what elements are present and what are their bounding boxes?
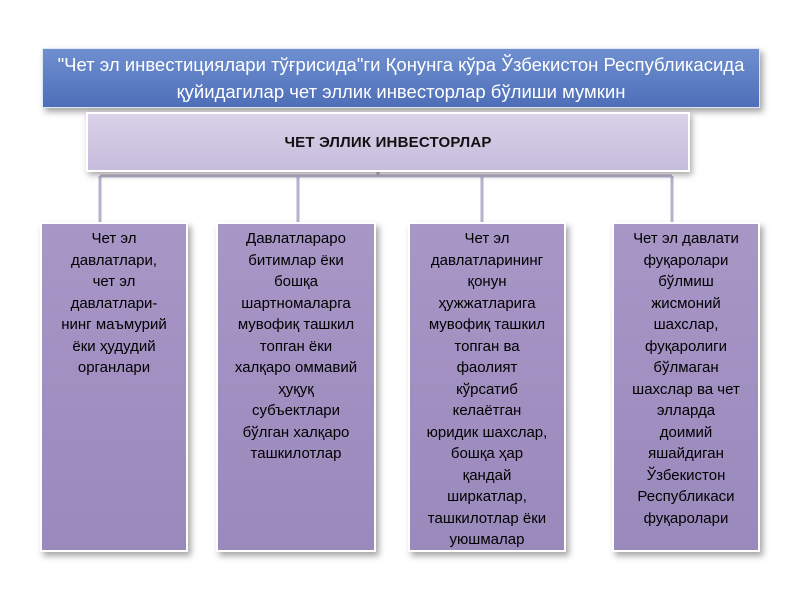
diagram-title: "Чет эл инвестициялари тўғрисида"ги Қонунга кўра Ўзбекистон Республикасида қуйидагилар чет эллик инвесторлар бўлиши мумкин (57, 54, 745, 102)
category-card-3: Чет эл давлатларининг қонун ҳужжатларига мувофиқ ташкил топган ва фаолият кўрсатиб келаётган юридик шахслар, бошқа ҳар қандай ширкатлар, ташкилотлар ёки уюшмалар (408, 222, 566, 552)
category-card-4: Чет эл давлати фуқаролари бўлмиш жисмоний шахслар, фуқаролиги бўлмаган шахслар ва чет элларда доимий яшайдиган Ўзбекистон Республикаси фуқаролари (612, 222, 760, 552)
category-card-2: Давлатлараро битимлар ёки бошқа шартномаларга мувофиқ ташкил топган ёки халқаро оммавий ҳуқуқ субъектлари бўлган халқаро ташкилотлар (216, 222, 376, 552)
header-box (86, 112, 690, 172)
category-card-1: Чет эл давлатлари, чет эл давлатлари- нинг маъмурий ёки ҳудудий органлари (40, 222, 188, 552)
header-label: ЧЕТ ЭЛЛИК ИНВЕСТОРЛАР (284, 133, 492, 151)
